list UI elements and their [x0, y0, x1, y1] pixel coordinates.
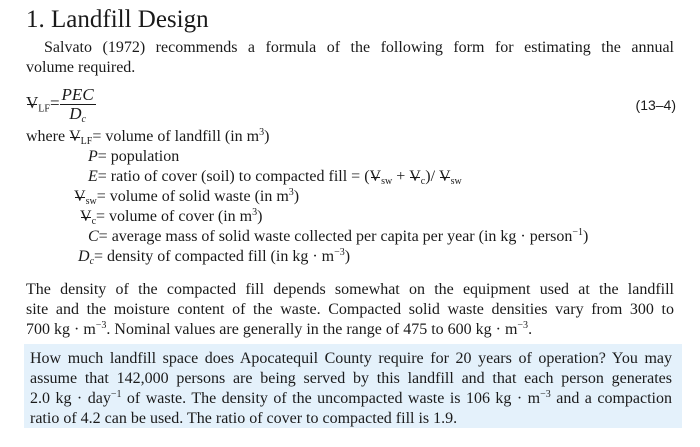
problem-line: How much landfill space does Apocatequil County require for 20 years of operation? You may	[30, 350, 672, 367]
intro-paragraph	[26, 38, 674, 78]
definition-text: = volume of solid waste (in m	[96, 188, 289, 205]
exponent: 3	[252, 207, 258, 218]
paragraph-line: site and the moisture content of the waste. Compacted solid waste densities vary from 300 to	[26, 301, 674, 318]
subscript: c	[89, 256, 95, 267]
intro-line: Salvato (1972) recommends a formula of the following form for estimating the annual	[44, 39, 674, 56]
symbol: P	[88, 148, 98, 165]
exponent: −3	[540, 389, 551, 400]
definition-dc	[78, 248, 350, 266]
plus: +	[392, 168, 410, 185]
definition-vlf	[26, 128, 269, 146]
subscript: sw	[85, 196, 97, 207]
definition-text: = volume of landfill (in m	[92, 128, 260, 145]
definition-vsw	[74, 188, 299, 206]
problem-line	[30, 389, 672, 409]
subscript: c	[81, 114, 86, 125]
paragraph-line: The density of the compacted fill depends somewhat on the equipment used at the landfill	[26, 281, 674, 298]
problem-line: assume that 142,000 persons are being served by this landfill and that each person generates	[30, 370, 672, 387]
volume-symbol: V	[409, 168, 421, 185]
definition-text: = population	[97, 148, 180, 165]
paren: )	[264, 128, 270, 145]
definition-text: = density of compacted fill (in kg · m	[94, 248, 335, 265]
where-label: where	[26, 128, 66, 145]
volume-symbol: V	[439, 168, 451, 185]
volume-symbol: V	[74, 188, 86, 205]
subscript: sw	[381, 176, 393, 187]
symbol: C	[88, 228, 99, 245]
denominator	[60, 105, 96, 123]
text: 2.0 kg · day	[30, 390, 111, 407]
paren: )	[257, 208, 263, 225]
paren: )	[293, 188, 300, 205]
text: of waste. The density of the uncompacted waste is 106 kg · m	[121, 390, 541, 407]
subscript: c	[420, 176, 426, 187]
exponent: −3	[95, 320, 107, 331]
symbol: E	[88, 168, 98, 185]
symbol: D	[78, 248, 90, 265]
exponent: −1	[110, 389, 122, 400]
definition-c	[88, 228, 588, 246]
paren: )	[344, 248, 351, 265]
definition-vc	[80, 208, 262, 226]
subscript: sw	[450, 176, 462, 187]
definition-text: = average mass of solid waste collected per capita per year (in kg · person	[98, 228, 573, 245]
exponent: −3	[517, 320, 529, 331]
equals: =	[49, 93, 60, 113]
exponent: 3	[288, 187, 294, 198]
definition-e	[88, 168, 462, 186]
text: .	[528, 321, 533, 338]
density-paragraph	[26, 280, 674, 340]
divide: )/	[425, 168, 440, 185]
definition-text: = ratio of cover (soil) to compacted fill = (	[97, 168, 370, 185]
problem-statement	[30, 349, 672, 429]
volume-symbol: V	[369, 168, 382, 185]
subscript: LF	[80, 136, 93, 147]
exponent: −3	[334, 247, 345, 258]
volume-symbol: V	[80, 208, 92, 225]
problem-line: ratio of 4.2 can be used. The ratio of cover to compacted fill is 1.9.	[30, 410, 458, 427]
text: and a compaction	[550, 390, 673, 407]
numerator: PEC	[61, 85, 94, 104]
volume-symbol: V	[26, 93, 39, 113]
subscript: c	[91, 216, 97, 227]
d-symbol: D	[69, 104, 82, 123]
equation-number: (13–4)	[635, 97, 676, 113]
paragraph-line	[26, 320, 674, 340]
exponent: 3	[259, 127, 265, 138]
exponent: −1	[572, 227, 584, 238]
definition-p	[88, 148, 179, 166]
text: 700 kg · m	[26, 321, 96, 338]
equation	[26, 86, 96, 123]
section-title: 1. Landfill Design	[26, 6, 209, 33]
intro-line: volume required.	[26, 59, 136, 76]
fraction	[60, 86, 96, 123]
volume-symbol: V	[69, 128, 81, 145]
paren: )	[583, 228, 589, 245]
text: . Nominal values are generally in the range of 475 to 600 kg · m	[106, 321, 518, 338]
definition-text: = volume of cover (in m	[96, 208, 253, 225]
subscript: LF	[38, 103, 50, 115]
